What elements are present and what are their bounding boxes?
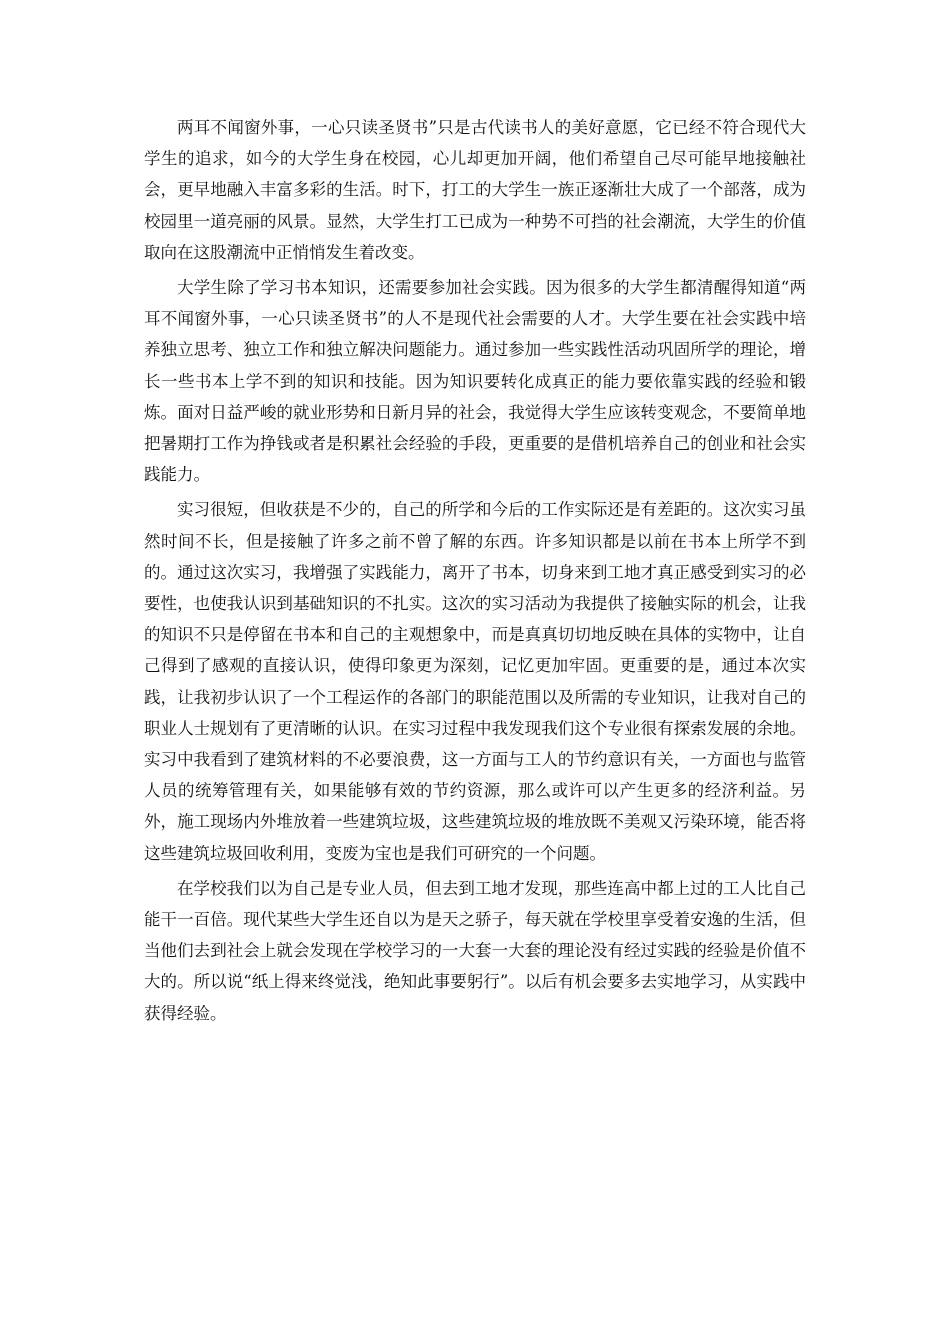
- paragraph-3: 实习很短，但收获是不少的，自己的所学和今后的工作实际还是有差距的。这次实习虽然时间不长，但是接触了许多之前不曾了解的东西。许多知识都是以前在书本上所学不到的。通过这次实习，我增强了实践能力，离开了书本，切身来到工地才真正感受到实习的必要性，也使我认识到基础知识的不扎实。这次的实习活动为我提供了接触实际的机会，让我的知识不只是停留在书本和自己的主观想象中，而是真真切切地反映在具体的实物中，让自己得到了感观的直接认识，使得印象更为深刻，记忆更加牢固。更重要的是，通过本次实践，让我初步认识了一个工程运作的各部门的职能范围以及所需的专业知识，让我对自己的职业人士规划有了更清晰的认识。在实习过程中我发现我们这个专业很有探索发展的余地。实习中我看到了建筑材料的不必要浪费，这一方面与工人的节约意识有关，一方面也与监管人员的统筹管理有关，如果能够有效的节约资源，那么或许可以产生更多的经济利益。另外，施工现场内外堆放着一些建筑垃圾，这些建筑垃圾的堆放既不美观又污染环境，能否将这些建筑垃圾回收利用，变废为宝也是我们可研究的一个问题。: [144, 500, 806, 863]
- paragraph-1: 两耳不闻窗外事，一心只读圣贤书”只是古代读书人的美好意愿，它已经不符合现代大学生的追求，如今的大学生身在校园，心儿却更加开阔，他们希望自己尽可能早地接触社会，更早地融入丰富多彩的生活。时下，打工的大学生一族正逐渐壮大成了一个部落，成为校园里一道亮丽的风景。显然，大学生打工已成为一种势不可挡的社会潮流，大学生的价值取向在这股潮流中正悄悄发生着改变。: [144, 118, 806, 262]
- paragraph-2: 大学生除了学习书本知识，还需要参加社会实践。因为很多的大学生都清醒得知道“两耳不闻窗外事，一心只读圣贤书”的人不是现代社会需要的人才。大学生要在社会实践中培养独立思考、独立工作和独立解决问题能力。通过参加一些实践性活动巩固所学的理论，增长一些书本上学不到的知识和技能。因为知识要转化成真正的能力要依靠实践的经验和锻炼。面对日益严峻的就业形势和日新月异的社会，我觉得大学生应该转变观念，不要简单地把暑期打工作为挣钱或者是积累社会经验的手段，更重要的是借机培养自己的创业和社会实践能力。: [144, 278, 806, 485]
- paragraph-4: 在学校我们以为自己是专业人员，但去到工地才发现，那些连高中都上过的工人比自己能干一百倍。现代某些大学生还自以为是天之骄子，每天就在学校里享受着安逸的生活，但当他们去到社会上就会发现在学校学习的一大套一大套的理论没有经过实践的经验是价值不大的。所以说“纸上得来终觉浅，绝知此事要躬行”。以后有机会要多去实地学习，从实践中获得经验。: [144, 878, 806, 1023]
- document-body: [144, 112, 806, 1033]
